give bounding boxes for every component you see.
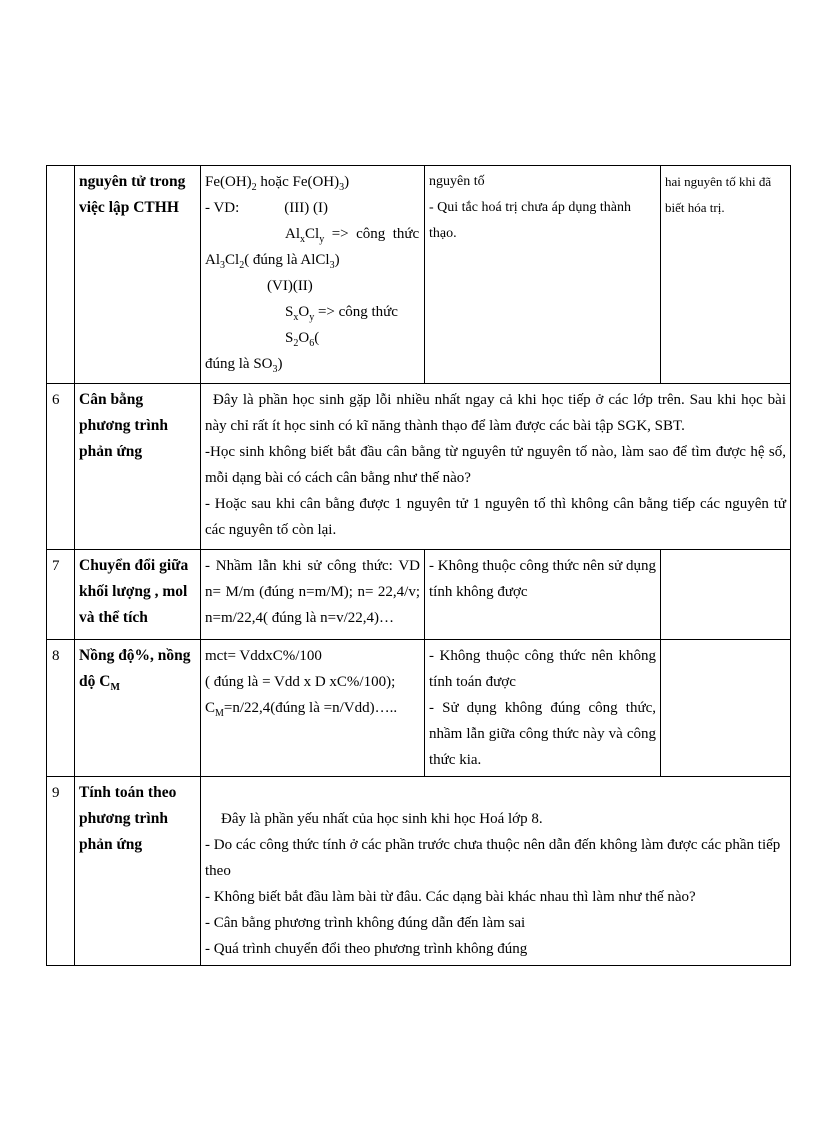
row-remedy: hai nguyên tố khi đã biết hóa trị. bbox=[661, 166, 791, 384]
row-topic: Tính toán theo phương trình phản ứng bbox=[75, 777, 201, 966]
row-causes: nguyên tố - Qui tắc hoá trị chưa áp dụng thành thạo. bbox=[425, 166, 661, 384]
table-row bbox=[47, 640, 791, 777]
table-row bbox=[47, 777, 791, 966]
row-description: Đây là phần yếu nhất của học sinh khi học Hoá lớp 8. - Do các công thức tính ở các phần trước chưa thuộc nên dẫn đến không làm được các phần tiếp theo - Không biết bắt đầu làm bài từ đâu. Các dạng bài khác nhau thì làm như thế nào? - Cân bằng phương trình không đúng dẫn đến làm sai - Quá trình chuyển đổi theo phương trình không đúng bbox=[201, 777, 791, 966]
row-description: Đây là phần học sinh gặp lỗi nhiều nhất ngay cả khi học tiếp ở các lớp trên. Sau khi học bài này chỉ rất ít học sinh có kĩ năng thành thạo để làm được các bài tập SGK, SBT. -Học sinh không biết bắt đầu cân bằng từ nguyên tử nguyên tố nào, làm sao để tìm được hệ số, mỗi dạng bài có cách cân bằng như thế nào? - Hoặc sau khi cân bằng được 1 nguyên tử 1 nguyên tố thì không cân bằng tiếp các nguyên tử các nguyên tố còn lại. bbox=[201, 384, 791, 550]
row-remedy bbox=[661, 550, 791, 640]
table-row bbox=[47, 384, 791, 550]
row-examples: - Nhầm lẫn khi sử công thức: VD n= M/m (đúng n=m/M); n= 22,4/v; n=m/22,4( đúng là n=v/22,4)… bbox=[201, 550, 425, 640]
row-causes: - Không thuộc công thức nên sử dụng tính không được bbox=[425, 550, 661, 640]
row-causes: - Không thuộc công thức nên không tính toán được - Sử dụng không đúng công thức, nhầm lẫn giữa công thức này và công thức kia. bbox=[425, 640, 661, 777]
row-topic: nguyên tử trong việc lập CTHH bbox=[75, 166, 201, 384]
row-examples: mct= VddxC%/100 ( đúng là = Vdd x D xC%/100); $C_M=n/22,4(đúng$ là =n/Vdd)….. bbox=[201, 640, 425, 777]
row-number: 8 bbox=[47, 640, 75, 777]
row-examples: $Fe(OH)_2$ hoặc $Fe(OH)_3$) - VD: (III) (I) $Al_xCl_y$ => công thức $Al_3Cl_2$( đúng là AlCl$_3$) (VI)(II) $S_xO_y$ => công thức $S_2O_6$( đúng là $SO_3$) bbox=[201, 166, 425, 384]
table-row bbox=[47, 550, 791, 640]
row-number: 7 bbox=[47, 550, 75, 640]
row-topic: Chuyển đổi giữa khối lượng , mol và thể tích bbox=[75, 550, 201, 640]
row-topic: Cân bằng phương trình phản ứng bbox=[75, 384, 201, 550]
row-number: 6 bbox=[47, 384, 75, 550]
errors-table bbox=[46, 165, 791, 966]
table-row bbox=[47, 166, 791, 384]
row-remedy bbox=[661, 640, 791, 777]
row-number bbox=[47, 166, 75, 384]
row-number: 9 bbox=[47, 777, 75, 966]
row-topic: Nồng độ%, nồng dộ $C_M$ bbox=[75, 640, 201, 777]
